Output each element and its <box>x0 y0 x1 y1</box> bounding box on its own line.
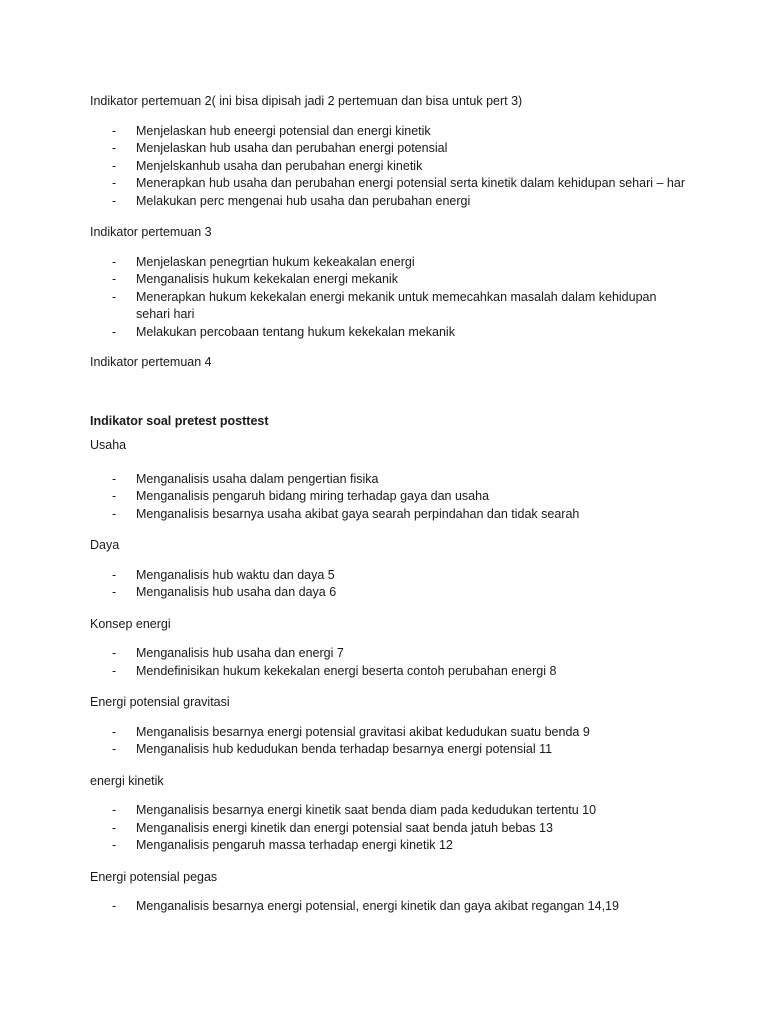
list-item-text: Menganalisis hub kedudukan benda terhadap besarnya energi potensial 11 <box>136 742 553 756</box>
bullet-dash: - <box>112 193 117 208</box>
list-item <box>90 645 690 663</box>
section-heading: Energi potensial gravitasi <box>90 695 230 709</box>
list-item-text: Menganalisis pengaruh massa terhadap energi kinetik 12 <box>136 838 453 852</box>
list-item <box>90 175 690 193</box>
list-item <box>90 837 690 855</box>
section-energi-potensial-pegas <box>90 869 690 916</box>
bullet-dash: - <box>112 158 117 173</box>
list-item <box>90 663 690 681</box>
section-heading: Indikator pertemuan 3 <box>90 225 212 239</box>
list-item-text: Menganalisis hub waktu dan daya 5 <box>136 567 335 582</box>
list-item <box>90 140 690 158</box>
list-item <box>90 271 690 289</box>
bullet-dash: - <box>112 663 117 678</box>
section-pertemuan-2 <box>90 93 690 210</box>
bullet-dash: - <box>112 567 117 582</box>
list-item <box>90 289 690 324</box>
list-item <box>90 898 690 916</box>
bullet-dash: - <box>112 489 117 503</box>
list-item-text: Mendefinisikan hukum kekekalan energi beserta contoh perubahan energi 8 <box>136 663 557 678</box>
list-item-text: Melakukan percobaan tentang hukum kekekalan mekanik <box>136 324 455 339</box>
bullet-dash: - <box>112 506 117 521</box>
list-item-text: Menganalisis hub usaha dan energi 7 <box>136 646 344 660</box>
list-item <box>90 506 690 524</box>
list-item <box>90 567 690 585</box>
list-item-text: Menganalisis hukum kekekalan energi mekanik <box>136 272 398 286</box>
section-daya <box>90 537 690 602</box>
bullet-dash: - <box>112 176 117 190</box>
section-heading: energi kinetik <box>90 773 164 788</box>
list-item <box>90 724 690 742</box>
bullet-dash: - <box>112 803 117 817</box>
bullet-dash: - <box>112 585 117 599</box>
list-item <box>90 158 690 176</box>
list-item <box>90 584 690 602</box>
bullet-list <box>90 123 690 211</box>
bullet-dash: - <box>112 324 117 339</box>
bullet-dash: - <box>112 838 117 852</box>
bullet-dash: - <box>112 289 117 304</box>
list-item-text: Menganalisis besarnya usaha akibat gaya searah perpindahan dan tidak searah <box>136 506 580 521</box>
list-item <box>90 802 690 820</box>
bullet-list <box>90 724 690 759</box>
bullet-dash: - <box>112 254 117 269</box>
section-heading: Konsep energi <box>90 616 171 631</box>
bullet-dash: - <box>112 141 117 155</box>
list-item-text: Menerapkan hub usaha dan perubahan energi potensial serta kinetik dalam kehidupan sehari – har <box>136 176 685 190</box>
bullet-dash: - <box>112 742 117 756</box>
list-item <box>90 471 690 489</box>
section-pertemuan-4 <box>90 354 690 372</box>
bullet-list <box>90 802 690 855</box>
list-item-text: Menganalisis besarnya energi kinetik saat benda diam pada kedudukan tertentu 10 <box>136 803 597 817</box>
list-item-text: Menjelskanhub usaha dan perubahan energi kinetik <box>136 158 423 173</box>
section-heading: Daya <box>90 538 120 552</box>
section-heading: Indikator soal pretest posttest <box>90 413 269 428</box>
list-item-text: Menjelaskan hub usaha dan perubahan energi potensial <box>136 141 448 155</box>
list-item-text: Menganalisis hub usaha dan daya 6 <box>136 585 337 599</box>
section-usaha <box>90 437 690 523</box>
bullet-list <box>90 471 690 524</box>
bullet-dash: - <box>112 123 117 138</box>
list-item <box>90 741 690 759</box>
bullet-dash: - <box>112 899 117 913</box>
bullet-list <box>90 898 690 916</box>
list-item-text: Menjelaskan penegrtian hukum kekeakalan energi <box>136 254 415 269</box>
bullet-dash: - <box>112 724 117 739</box>
list-item <box>90 324 690 342</box>
bullet-list <box>90 567 690 602</box>
list-item-text: Menganalisis energi kinetik dan energi potensial saat benda jatuh bebas 13 <box>136 820 553 835</box>
section-heading: Energi potensial pegas <box>90 869 218 884</box>
list-item <box>90 820 690 838</box>
list-item <box>90 193 690 211</box>
section-konsep-energi <box>90 616 690 681</box>
section-heading: Usaha <box>90 438 127 452</box>
list-item-text: Melakukan perc mengenai hub usaha dan perubahan energi <box>136 193 471 208</box>
list-item <box>90 123 690 141</box>
list-item-text: Menerapkan hukum kekekalan energi mekanik untuk memecahkan masalah dalam kehidupan sehari hari <box>136 289 657 321</box>
list-item-text: Menganalisis besarnya energi potensial, energi kinetik dan gaya akibat regangan 14,19 <box>136 899 619 913</box>
section-energi-potensial-gravitasi <box>90 694 690 759</box>
list-item-text: Menganalisis usaha dalam pengertian fisika <box>136 471 379 486</box>
section-heading: Indikator pertemuan 2( ini bisa dipisah jadi 2 pertemuan dan bisa untuk pert 3) <box>90 94 523 108</box>
list-item-text: Menganalisis pengaruh bidang miring terhadap gaya dan usaha <box>136 489 490 503</box>
list-item-text: Menganalisis besarnya energi potensial gravitasi akibat kedudukan suatu benda 9 <box>136 724 590 739</box>
bullet-dash: - <box>112 820 117 835</box>
bullet-dash: - <box>112 272 117 286</box>
bullet-dash: - <box>112 471 117 486</box>
section-soal-pretest <box>90 413 690 431</box>
list-item-text: Menjelaskan hub eneergi potensial dan energi kinetik <box>136 123 431 138</box>
section-heading: Indikator pertemuan 4 <box>90 355 212 369</box>
list-item <box>90 254 690 272</box>
bullet-list <box>90 645 690 680</box>
document-content <box>90 93 690 916</box>
section-energi-kinetik <box>90 773 690 855</box>
bullet-dash: - <box>112 646 117 660</box>
section-pertemuan-3 <box>90 224 690 341</box>
bullet-list <box>90 254 690 342</box>
list-item <box>90 488 690 506</box>
